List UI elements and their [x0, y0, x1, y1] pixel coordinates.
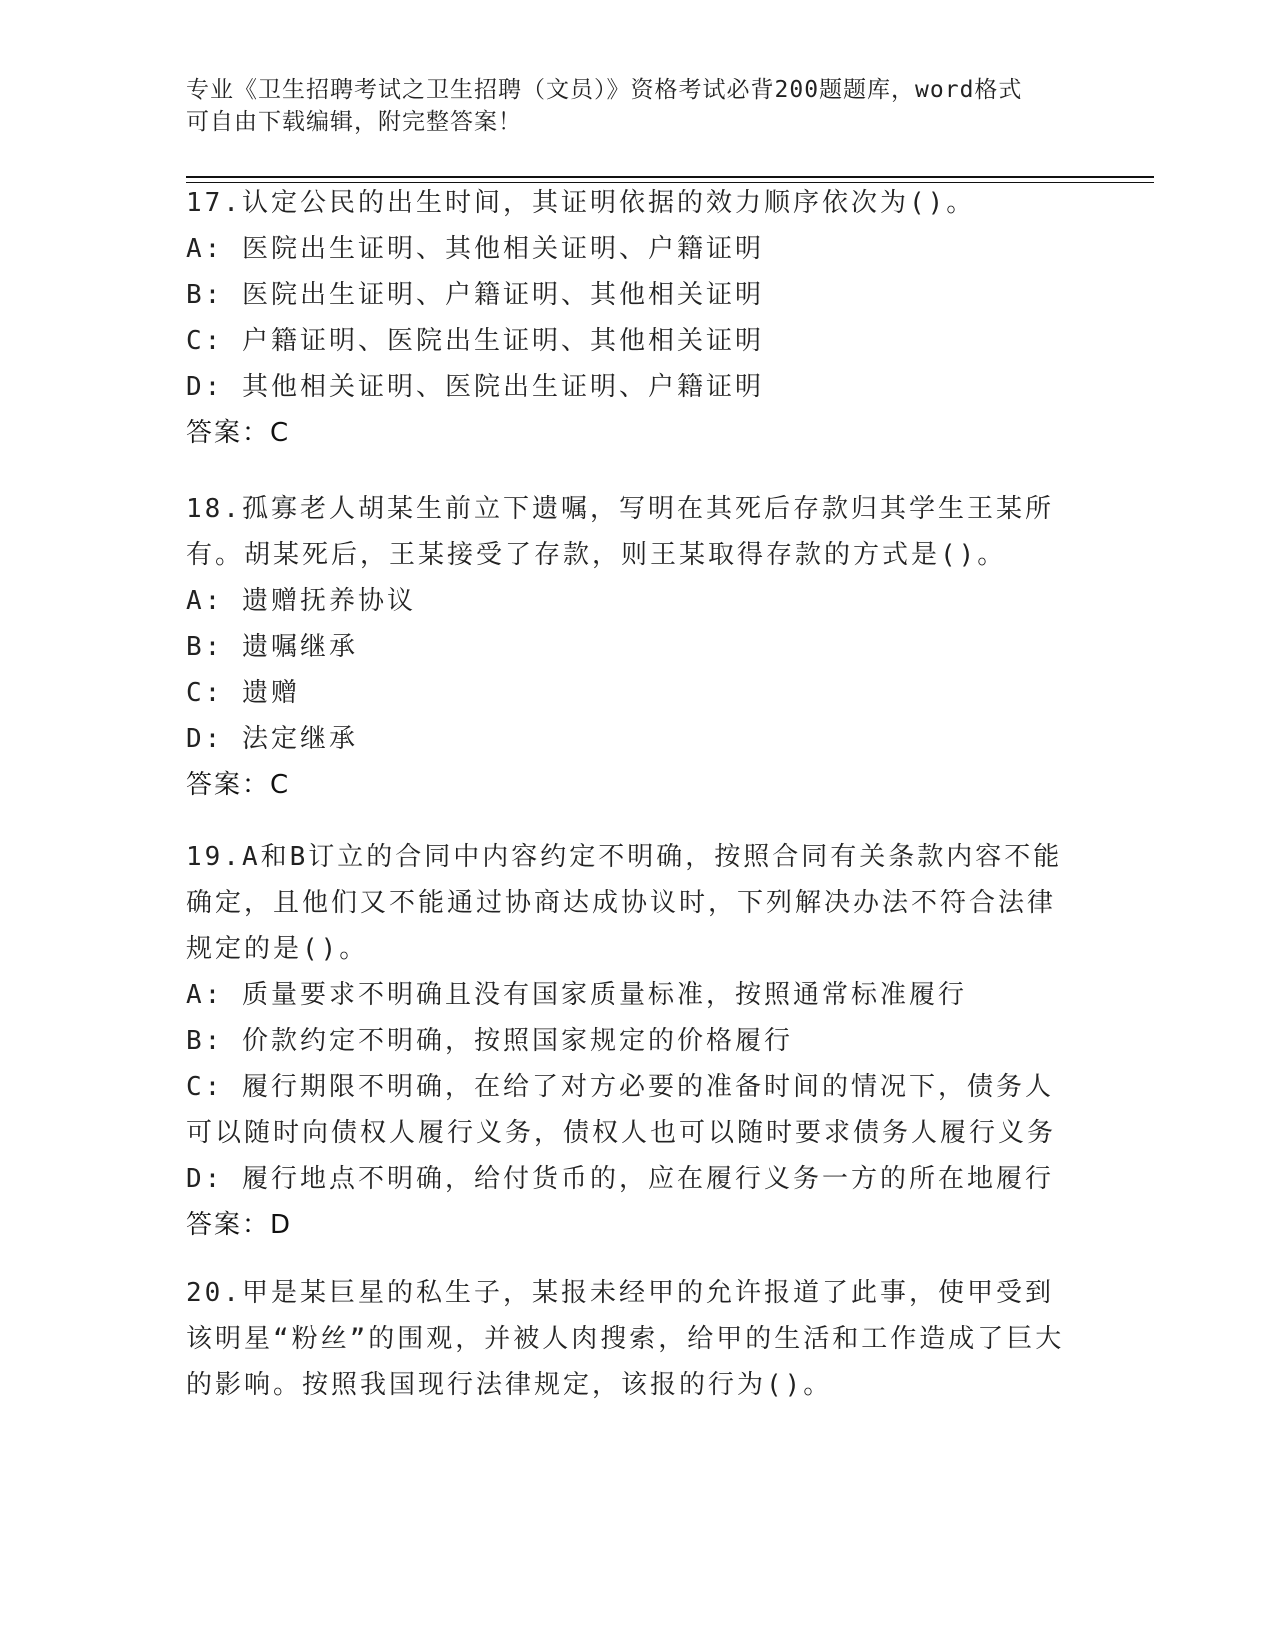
- answer-label: 答案：: [186, 418, 271, 448]
- option-a: A: 遗赠抚养协议: [186, 586, 416, 616]
- option-c: C: 履行期限不明确，在给了对方必要的准备时间的情况下，债务人可以随时向债权人履行义务，债权人也可以随时要求债务人履行义务: [186, 1072, 1057, 1148]
- question-stem: 20.甲是某巨星的私生子，某报未经甲的允许报道了此事，使甲受到该明星“粉丝”的围观，并被人肉搜索，给甲的生活和工作造成了巨大的影响。按照我国现行法律规定，该报的行为()。: [186, 1278, 1065, 1400]
- option-d: D: 其他相关证明、医院出生证明、户籍证明: [186, 372, 764, 402]
- option-d: D: 履行地点不明确，给付货币的，应在履行义务一方的所在地履行: [186, 1164, 1054, 1194]
- option-c: C: 遗赠: [186, 678, 300, 708]
- answer-value: C: [270, 418, 291, 448]
- question-stem: 18.孤寡老人胡某生前立下遗嘱，写明在其死后存款归其学生王某所有。胡某死后，王某接受了存款，则王某取得存款的方式是()。: [186, 494, 1054, 570]
- header-divider-thick: [186, 176, 1154, 178]
- answer-label: 答案：: [186, 770, 271, 800]
- option-b: B: 遗嘱继承: [186, 632, 358, 662]
- option-c: C: 户籍证明、医院出生证明、其他相关证明: [186, 326, 764, 356]
- question-17: [186, 180, 1076, 456]
- question-20: [186, 1270, 1076, 1408]
- option-b: B: 医院出生证明、户籍证明、其他相关证明: [186, 280, 764, 310]
- question-18: [186, 486, 1076, 808]
- answer-line: [186, 410, 1076, 456]
- answer-value: C: [270, 770, 291, 800]
- header-line-1: 专业《卫生招聘考试之卫生招聘（文员）》资格考试必背200题题库，word格式: [186, 77, 1023, 103]
- answer-label: 答案：: [186, 1210, 271, 1240]
- answer-value: D: [270, 1210, 293, 1240]
- document-header: [186, 74, 1066, 138]
- answer-line: [186, 762, 1076, 808]
- question-stem: 19.A和B订立的合同中内容约定不明确，按照合同有关条款内容不能确定，且他们又不能通过协商达成协议时，下列解决办法不符合法律规定的是()。: [186, 842, 1063, 964]
- answer-line: [186, 1202, 1076, 1248]
- option-a: A: 医院出生证明、其他相关证明、户籍证明: [186, 234, 764, 264]
- option-a: A: 质量要求不明确且没有国家质量标准，按照通常标准履行: [186, 980, 967, 1010]
- header-line-2: 可自由下载编辑，附完整答案！: [186, 109, 522, 135]
- question-19: [186, 834, 1076, 1248]
- option-b: B: 价款约定不明确，按照国家规定的价格履行: [186, 1026, 793, 1056]
- option-d: D: 法定继承: [186, 724, 358, 754]
- question-stem: 17.认定公民的出生时间，其证明依据的效力顺序依次为()。: [186, 188, 976, 218]
